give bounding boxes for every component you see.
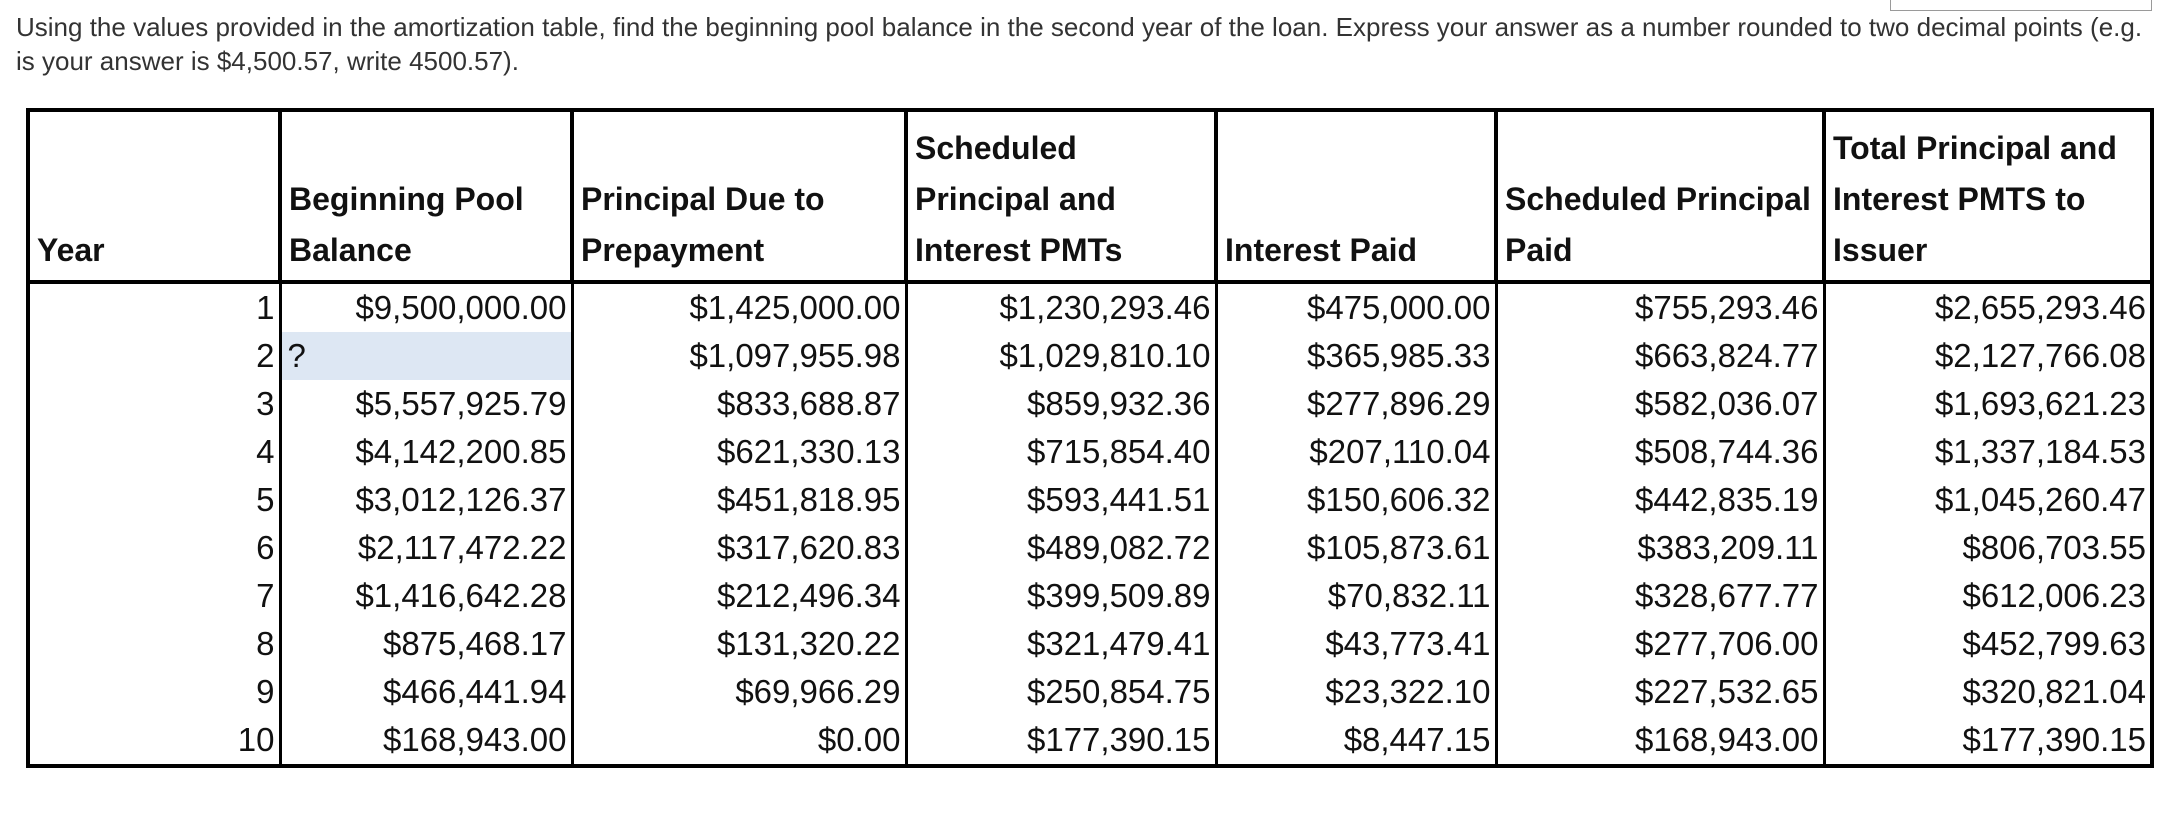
table-row — [28, 428, 2152, 476]
year-cell: 4 — [28, 428, 280, 476]
scheduled-pmt-cell: $1,029,810.10 — [906, 332, 1216, 380]
interest-paid-cell: $475,000.00 — [1216, 282, 1496, 332]
interest-paid-cell: $23,322.10 — [1216, 668, 1496, 716]
beginning-balance-cell: $9,500,000.00 — [280, 282, 572, 332]
beginning-balance-cell: $466,441.94 — [280, 668, 572, 716]
table-row — [28, 572, 2152, 620]
beginning-balance-cell: $1,416,642.28 — [280, 572, 572, 620]
scheduled-pmt-cell: $250,854.75 — [906, 668, 1216, 716]
prepayment-cell: $317,620.83 — [572, 524, 906, 572]
table-row — [28, 668, 2152, 716]
year-cell: 2 — [28, 332, 280, 380]
interest-paid-cell: $365,985.33 — [1216, 332, 1496, 380]
prepayment-cell: $212,496.34 — [572, 572, 906, 620]
unknown-balance-cell[interactable]: ? — [280, 332, 572, 380]
amortization-table — [26, 108, 2154, 768]
beginning-balance-cell: $5,557,925.79 — [280, 380, 572, 428]
header-principal-due-to-prepayment: Principal Due to Prepayment — [572, 110, 906, 282]
interest-paid-cell: $105,873.61 — [1216, 524, 1496, 572]
prepayment-cell: $131,320.22 — [572, 620, 906, 668]
beginning-balance-cell: $168,943.00 — [280, 716, 572, 766]
scheduled-pmt-cell: $399,509.89 — [906, 572, 1216, 620]
year-cell: 1 — [28, 282, 280, 332]
amortization-table-container — [26, 108, 2150, 788]
scheduled-pmt-cell: $593,441.51 — [906, 476, 1216, 524]
beginning-balance-cell: $4,142,200.85 — [280, 428, 572, 476]
header-interest-paid: Interest Paid — [1216, 110, 1496, 282]
header-year: Year — [28, 110, 280, 282]
year-cell: 6 — [28, 524, 280, 572]
prepayment-cell: $1,425,000.00 — [572, 282, 906, 332]
prepayment-cell: $0.00 — [572, 716, 906, 766]
prepayment-cell: $69,966.29 — [572, 668, 906, 716]
total-pmts-cell: $177,390.15 — [1824, 716, 2152, 766]
prepayment-cell: $451,818.95 — [572, 476, 906, 524]
question-text: Using the values provided in the amortization table, find the beginning pool balance in the second year of the loan. Express your answer as a number rounded to two decimal points (e.g. is your answer is $4,500.57, write 4500.57). — [16, 12, 2143, 76]
total-pmts-cell: $320,821.04 — [1824, 668, 2152, 716]
scheduled-principal-cell: $328,677.77 — [1496, 572, 1824, 620]
interest-paid-cell: $277,896.29 — [1216, 380, 1496, 428]
total-pmts-cell: $1,337,184.53 — [1824, 428, 2152, 476]
scheduled-principal-cell: $582,036.07 — [1496, 380, 1824, 428]
prepayment-cell: $621,330.13 — [572, 428, 906, 476]
prepayment-cell: $833,688.87 — [572, 380, 906, 428]
table-row — [28, 476, 2152, 524]
total-pmts-cell: $806,703.55 — [1824, 524, 2152, 572]
table-row — [28, 332, 2152, 380]
table-row — [28, 524, 2152, 572]
interest-paid-cell: $43,773.41 — [1216, 620, 1496, 668]
interest-paid-cell: $70,832.11 — [1216, 572, 1496, 620]
prepayment-cell: $1,097,955.98 — [572, 332, 906, 380]
scheduled-principal-cell: $383,209.11 — [1496, 524, 1824, 572]
total-pmts-cell: $612,006.23 — [1824, 572, 2152, 620]
table-row — [28, 380, 2152, 428]
scheduled-principal-cell: $442,835.19 — [1496, 476, 1824, 524]
interest-paid-cell: $8,447.15 — [1216, 716, 1496, 766]
year-cell: 7 — [28, 572, 280, 620]
table-row — [28, 716, 2152, 766]
year-cell: 8 — [28, 620, 280, 668]
scheduled-principal-cell: $508,744.36 — [1496, 428, 1824, 476]
scheduled-principal-cell: $227,532.65 — [1496, 668, 1824, 716]
scheduled-pmt-cell: $1,230,293.46 — [906, 282, 1216, 332]
table-row — [28, 282, 2152, 332]
beginning-balance-cell: $3,012,126.37 — [280, 476, 572, 524]
scheduled-principal-cell: $755,293.46 — [1496, 282, 1824, 332]
table-row — [28, 620, 2152, 668]
scheduled-pmt-cell: $177,390.15 — [906, 716, 1216, 766]
total-pmts-cell: $1,693,621.23 — [1824, 380, 2152, 428]
header-scheduled-principal-paid: Scheduled Principal Paid — [1496, 110, 1824, 282]
total-pmts-cell: $1,045,260.47 — [1824, 476, 2152, 524]
year-cell: 5 — [28, 476, 280, 524]
header-total-pmts-to-issuer: Total Principal and Interest PMTS to Issuer — [1824, 110, 2152, 282]
scheduled-pmt-cell: $489,082.72 — [906, 524, 1216, 572]
scheduled-principal-cell: $277,706.00 — [1496, 620, 1824, 668]
header-row — [28, 110, 2152, 282]
scheduled-principal-cell: $663,824.77 — [1496, 332, 1824, 380]
total-pmts-cell: $2,127,766.08 — [1824, 332, 2152, 380]
interest-paid-cell: $207,110.04 — [1216, 428, 1496, 476]
total-pmts-cell: $452,799.63 — [1824, 620, 2152, 668]
header-beginning-pool-balance: Beginning Pool Balance — [280, 110, 572, 282]
scheduled-principal-cell: $168,943.00 — [1496, 716, 1824, 766]
beginning-balance-cell: $875,468.17 — [280, 620, 572, 668]
total-pmts-cell: $2,655,293.46 — [1824, 282, 2152, 332]
year-cell: 10 — [28, 716, 280, 766]
header-scheduled-principal-and-interest: Scheduled Principal and Interest PMTs — [906, 110, 1216, 282]
scheduled-pmt-cell: $859,932.36 — [906, 380, 1216, 428]
interest-paid-cell: $150,606.32 — [1216, 476, 1496, 524]
beginning-balance-cell: $2,117,472.22 — [280, 524, 572, 572]
scheduled-pmt-cell: $321,479.41 — [906, 620, 1216, 668]
year-cell: 9 — [28, 668, 280, 716]
year-cell: 3 — [28, 380, 280, 428]
scheduled-pmt-cell: $715,854.40 — [906, 428, 1216, 476]
